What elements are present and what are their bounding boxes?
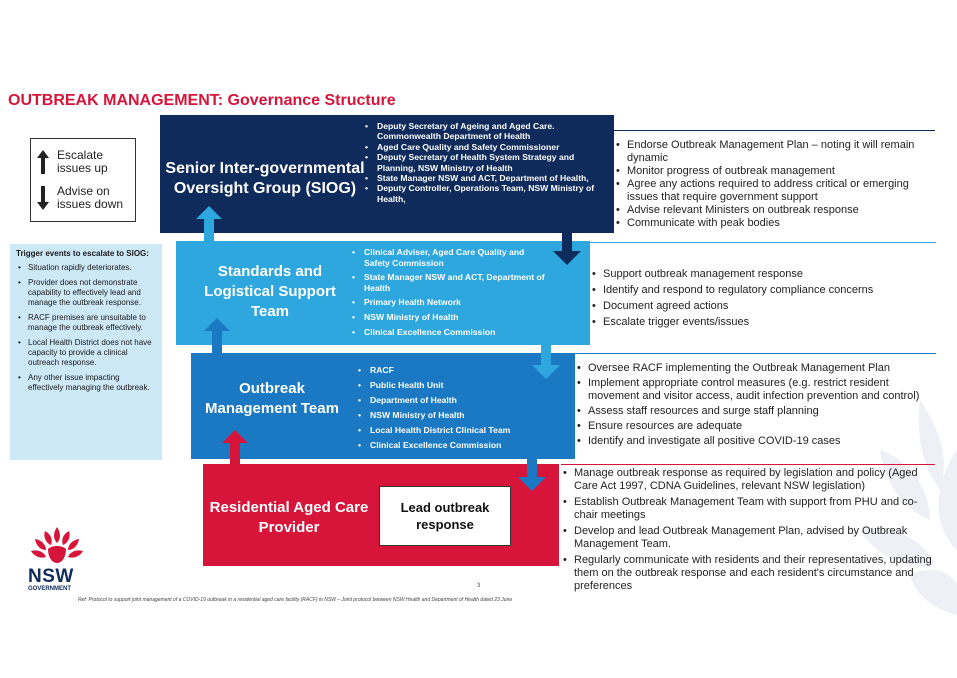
omt-member: • Department of Health [358, 393, 558, 408]
legend-advise [37, 185, 127, 211]
standards-member: • Primary Health Network [352, 297, 548, 308]
standards-member: • State Manager NSW and ACT, Department of Health [352, 272, 548, 293]
outbreak-management-team-box [191, 353, 575, 459]
siog-title: Senior Inter-governmental Oversight Group (SIOG) [165, 160, 365, 197]
page-number: 3 [477, 583, 481, 589]
omt-responsibility: • Ensure resources are adequate [575, 420, 936, 433]
trigger-item: • Situation rapidly deteriorates. [16, 263, 156, 273]
waratah-icon [28, 525, 86, 565]
standards-responsibility: • Support outbreak management response [590, 268, 936, 281]
legend-escalate-label: Escalate issues up [57, 148, 108, 175]
trigger-item: • Any other issue impacting effectively managing the outbreak. [16, 373, 156, 393]
omt-responsibilities [575, 353, 936, 448]
omt-member: • Local Health District Clinical Team [358, 423, 558, 438]
omt-members [358, 363, 558, 453]
standards-responsibility: • Document agreed actions [590, 300, 936, 313]
trigger-list [16, 263, 156, 393]
siog-box [160, 115, 614, 233]
nsw-government-label: GOVERNMENT [28, 586, 72, 592]
siog-member: • Deputy Secretary of Ageing and Aged Care. Commonwealth Department of Health [365, 121, 597, 142]
omt-responsibility: • Oversee RACF implementing the Outbreak Management Plan [575, 362, 936, 375]
standards-members [352, 247, 548, 337]
siog-responsibility: • Advise relevant Ministers on outbreak response [614, 204, 935, 217]
siog-responsibility: • Agree any actions required to address critical or emerging issues that require government support [614, 178, 935, 204]
trigger-item: • Provider does not demonstrate capability to effectively lead and manage the outbreak response. [16, 278, 156, 308]
racp-responsibility: • Manage outbreak response as required by legislation and policy (Aged Care Act 1997, CDNA Guidelines, relevant NSW legislation) [561, 467, 935, 493]
escalate-arrow-3 [222, 430, 248, 465]
siog-responsibility: • Monitor progress of outbreak management [614, 165, 935, 178]
standards-member: • Clinical Adviser, Aged Care Quality and Safety Commission [352, 247, 548, 268]
standards-responsibility: • Identify and respond to regulatory compliance concerns [590, 284, 936, 297]
omt-title: Outbreak Management Team [205, 380, 339, 417]
standards-responsibility: • Escalate trigger events/issues [590, 316, 936, 329]
trigger-item: • Local Health District does not have capacity to provide a clinical outreach response. [16, 338, 156, 368]
omt-responsibility: • Implement appropriate control measures (e.g. restrict resident movement and visitor access, audit infection prevention and control) [575, 377, 936, 403]
standards-member: • NSW Ministry of Health [352, 312, 548, 323]
legend-advise-label: Advise on issues down [57, 184, 124, 211]
standards-box [176, 241, 590, 345]
siog-member: • Deputy Secretary of Health System Strategy and Planning, NSW Ministry of Health [365, 152, 597, 173]
racp-responsibility: • Establish Outbreak Management Team with support from PHU and co-chair meetings [561, 496, 935, 522]
standards-member: • Clinical Excellence Commission [352, 327, 548, 338]
racp-title: Residential Aged Care Provider [209, 499, 369, 536]
siog-member: • State Manager NSW and ACT, Department of Health, [365, 173, 597, 183]
racp-responsibilities [561, 464, 935, 593]
siog-responsibilities [614, 130, 935, 230]
racp-responsibility: • Regularly communicate with residents and their representatives, updating them on the outbreak response and each resident's circumstance and preferences [561, 554, 935, 593]
legend [30, 138, 136, 222]
advise-arrow-3 [518, 455, 546, 491]
nsw-wordmark: NSW [28, 566, 74, 587]
advise-arrow-2 [532, 343, 560, 379]
omt-member: • NSW Ministry of Health [358, 408, 558, 423]
standards-responsibilities [590, 242, 936, 329]
arrow-up-icon [37, 150, 49, 174]
siog-members [365, 121, 597, 204]
omt-responsibility: • Identify and investigate all positive COVID-19 cases [575, 435, 936, 448]
omt-member: • Clinical Excellence Commission [358, 438, 558, 453]
siog-member: • Deputy Controller, Operations Team, NSW Ministry of Health, [365, 183, 597, 204]
legend-escalate [37, 149, 119, 175]
omt-member: • RACF [358, 363, 558, 378]
siog-member: • Aged Care Quality and Safety Commissioner [365, 142, 597, 152]
nsw-government-logo [28, 525, 88, 593]
arrow-down-icon [37, 186, 49, 210]
trigger-events-panel [10, 244, 162, 460]
footer-reference: Ref: Protocol to support joint management of a COVID-19 outbreak in a residential aged care facility (RACF) in NSW – Joint protocol between NSW Health and Department of Health dated 23 June [78, 597, 513, 603]
escalate-arrow-2 [204, 318, 230, 354]
standards-title: Standards and Logistical Support Team [204, 263, 336, 320]
lead-outbreak-response-box: Lead outbreak response [379, 486, 511, 546]
omt-responsibility: • Assess staff resources and surge staff planning [575, 405, 936, 418]
omt-member: • Public Health Unit [358, 378, 558, 393]
advise-arrow-1 [553, 229, 581, 265]
trigger-heading: Trigger events to escalate to SIOG: [16, 249, 149, 258]
siog-responsibility: • Endorse Outbreak Management Plan – noting it will remain dynamic [614, 139, 935, 165]
page-title: OUTBREAK MANAGEMENT: Governance Structure [8, 92, 396, 109]
racp-responsibility: • Develop and lead Outbreak Management Plan, advised by Outbreak Management Team. [561, 525, 935, 551]
escalate-arrow-1 [196, 206, 222, 242]
trigger-item: • RACF premises are unsuitable to manage the outbreak effectively. [16, 313, 156, 333]
siog-responsibility: • Communicate with peak bodies [614, 217, 935, 230]
